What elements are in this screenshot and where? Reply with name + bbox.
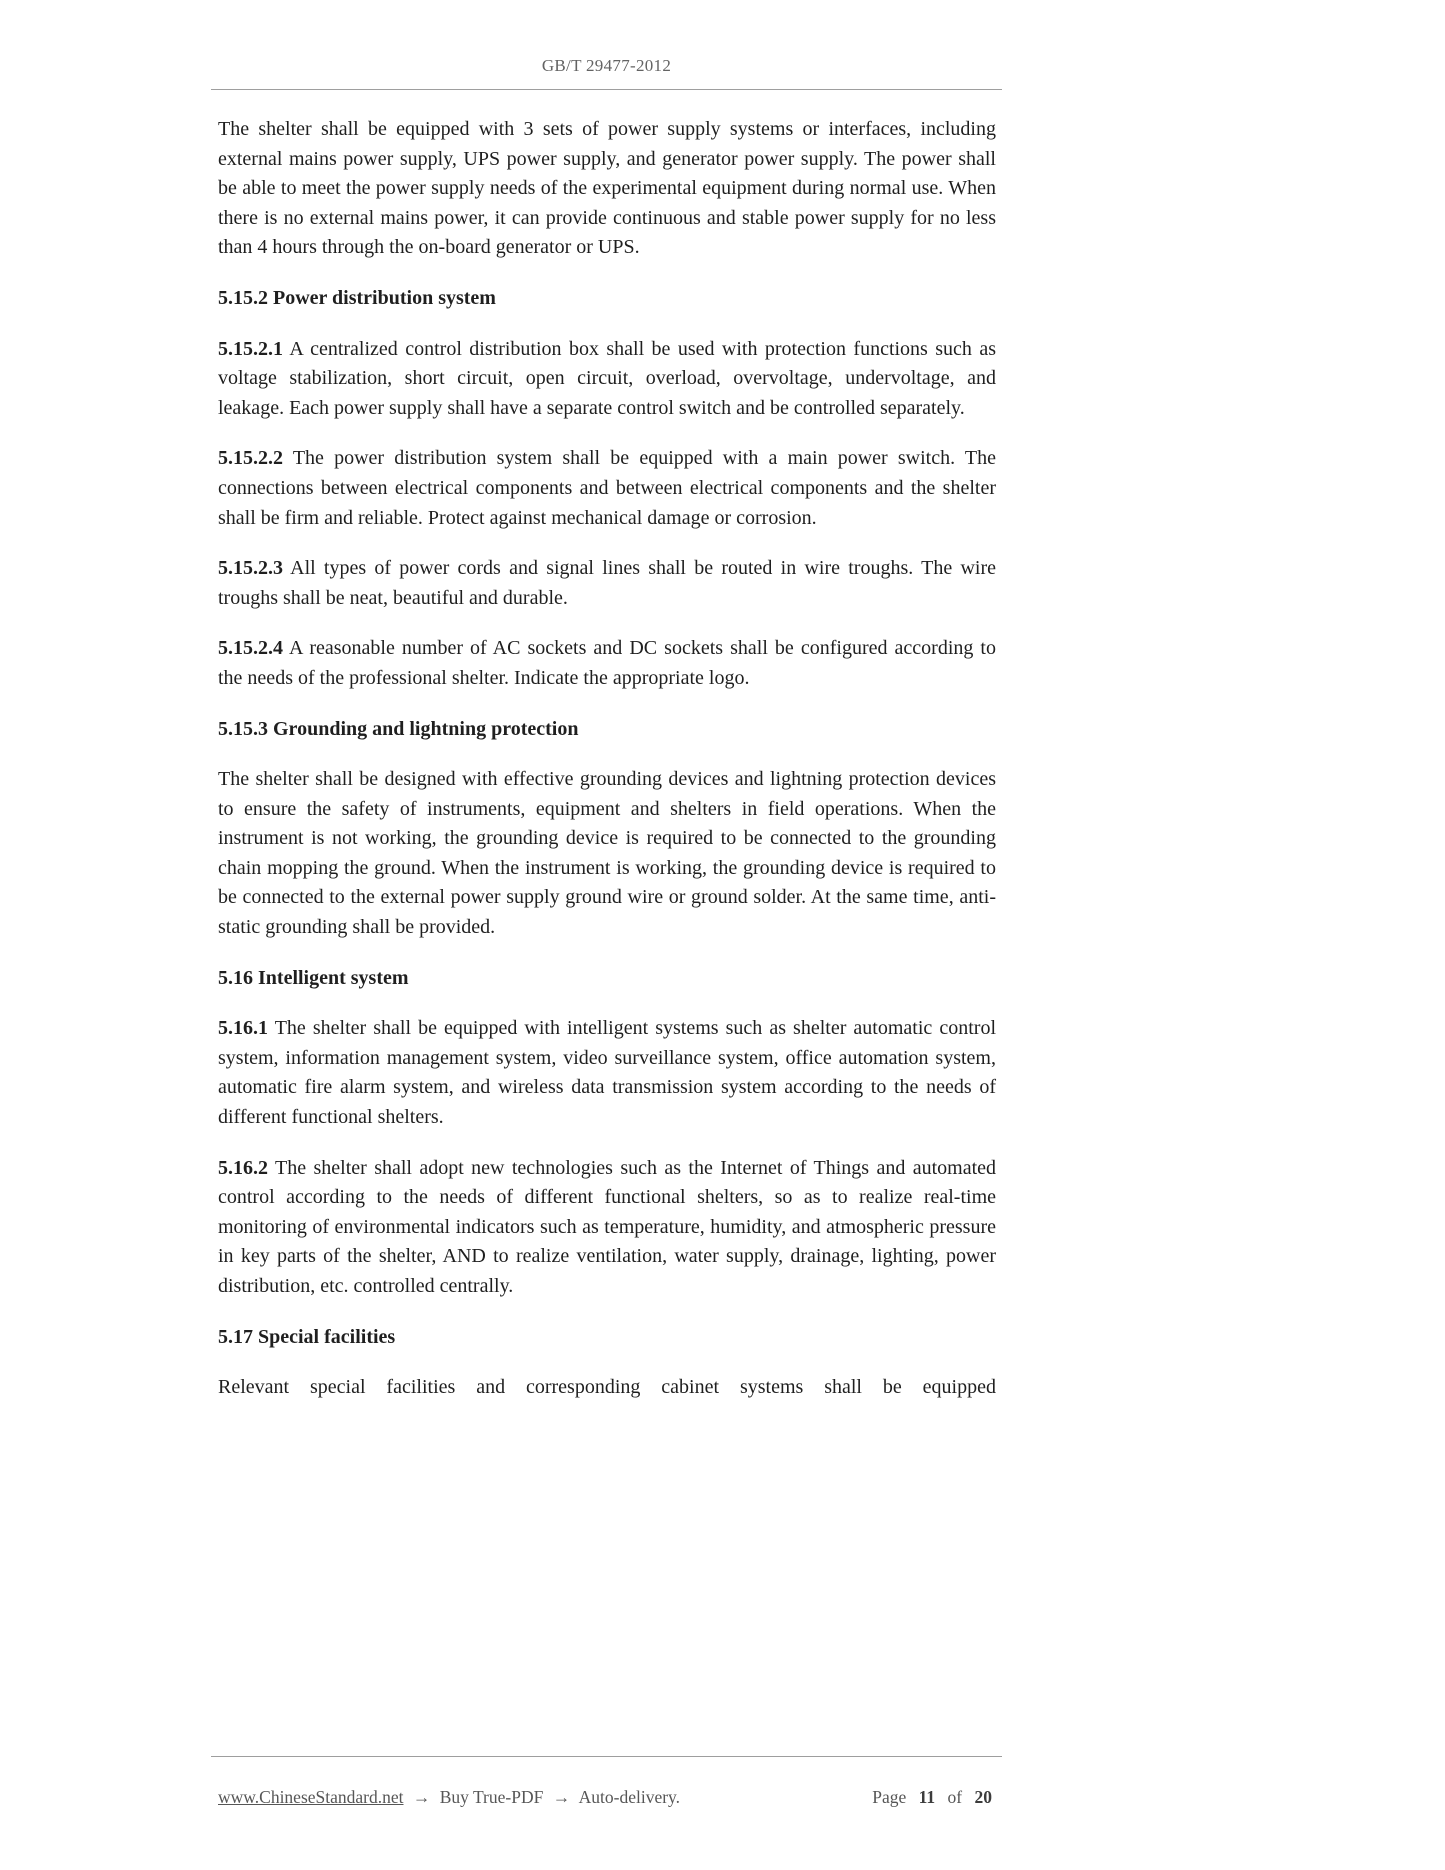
- clause-number: 5.15.2.2: [218, 447, 283, 470]
- heading-power-distribution-system: 5.15.2 Power distribution system: [218, 286, 496, 309]
- clause-5-16-1: [218, 1014, 996, 1132]
- total-page-count: 20: [974, 1787, 992, 1807]
- paragraph-grounding: The shelter shall be designed with effective grounding devices and lightning protection devices to ensure the safety of instruments, equipment and shelters in field operations. When the instrument is not working, the grounding device is required to be connected to the grounding chain mopping the ground. When the instrument is working, the grounding device is required to be connected to the external power supply ground wire or ground solder. At the same time, anti-static grounding shall be provided.: [218, 768, 996, 939]
- footer-website-link[interactable]: www.ChineseStandard.net: [218, 1787, 404, 1807]
- heading-grounding-lightning-protection: 5.15.3 Grounding and lightning protection: [218, 717, 579, 740]
- clause-text: The shelter shall adopt new technologies such as the Internet of Things and automated control according to the needs of different functional shelters, so as to realize real-time monitoring of environmental indicators such as temperature, humidity, and atmospheric pressure in key parts of the shelter, AND to realize ventilation, water supply, drainage, lighting, power distribution, etc. controlled centrally.: [218, 1156, 996, 1297]
- clause-5-15-2-3: [218, 554, 996, 613]
- footer-row: [211, 1787, 1002, 1808]
- heading-special-facilities: 5.17 Special facilities: [218, 1325, 396, 1348]
- document-footer: [211, 1756, 1002, 1808]
- clause-text: A centralized control distribution box shall be used with protection functions such as voltage stabilization, short circuit, open circuit, overload, overvoltage, undervoltage, and leakage. Each power supply shall have a separate control switch and be controlled separately.: [218, 337, 996, 419]
- header-divider: [211, 89, 1002, 90]
- clause-number: 5.16.2: [218, 1156, 268, 1179]
- document-header: [211, 56, 1002, 90]
- current-page-number: 11: [918, 1787, 936, 1807]
- footer-source-line: [218, 1787, 680, 1808]
- clause-5-16-2: [218, 1154, 996, 1302]
- arrow-right-icon: →: [412, 1787, 431, 1807]
- heading-intelligent-system: 5.16 Intelligent system: [218, 966, 409, 989]
- document-body: [218, 115, 996, 1424]
- clause-5-15-2-4: [218, 634, 996, 693]
- clause-number: 5.15.2.1: [218, 337, 283, 360]
- clause-text: The shelter shall be equipped with intelligent systems such as shelter automatic control system, information management system, video surveillance system, office automation system, automatic fire alarm system, and wireless data transmission system according to the needs of different functional shelters.: [218, 1017, 997, 1129]
- clause-text: A reasonable number of AC sockets and DC sockets shall be configured according to the needs of the professional shelter. Indicate the appropriate logo.: [218, 637, 996, 689]
- clause-5-15-2-2: [218, 444, 996, 533]
- clause-5-15-2-1: [218, 335, 996, 424]
- clause-number: 5.15.2.3: [218, 557, 283, 580]
- clause-number: 5.16.1: [218, 1017, 268, 1040]
- footer-divider: [211, 1756, 1002, 1757]
- footer-buy-text: Buy True-PDF: [439, 1787, 544, 1807]
- page-label: Page: [872, 1787, 907, 1807]
- standard-number: GB/T 29477-2012: [541, 56, 672, 75]
- clause-text: The power distribution system shall be equipped with a main power switch. The connections between electrical components and between electrical components and the shelter shall be firm and reliable. Protect against mechanical damage or corrosion.: [218, 447, 997, 529]
- footer-delivery-text: Auto-delivery.: [578, 1787, 681, 1807]
- paragraph-special-facilities: Relevant special facilities and corresponding cabinet systems shall be equipped: [218, 1376, 996, 1399]
- paragraph-power-supply-intro: The shelter shall be equipped with 3 sets of power supply systems or interfaces, including external mains power supply, UPS power supply, and generator power supply. The power shall be able to meet the power supply needs of the experimental equipment during normal use. When there is no external mains power, it can provide continuous and stable power supply for no less than 4 hours through the on-board generator or UPS.: [218, 118, 996, 259]
- page-indicator: [868, 1787, 996, 1808]
- clause-number: 5.15.2.4: [218, 637, 283, 660]
- clause-text: All types of power cords and signal lines shall be routed in wire troughs. The wire troughs shall be neat, beautiful and durable.: [218, 557, 996, 609]
- arrow-right-icon: →: [552, 1787, 571, 1807]
- of-label: of: [947, 1787, 963, 1807]
